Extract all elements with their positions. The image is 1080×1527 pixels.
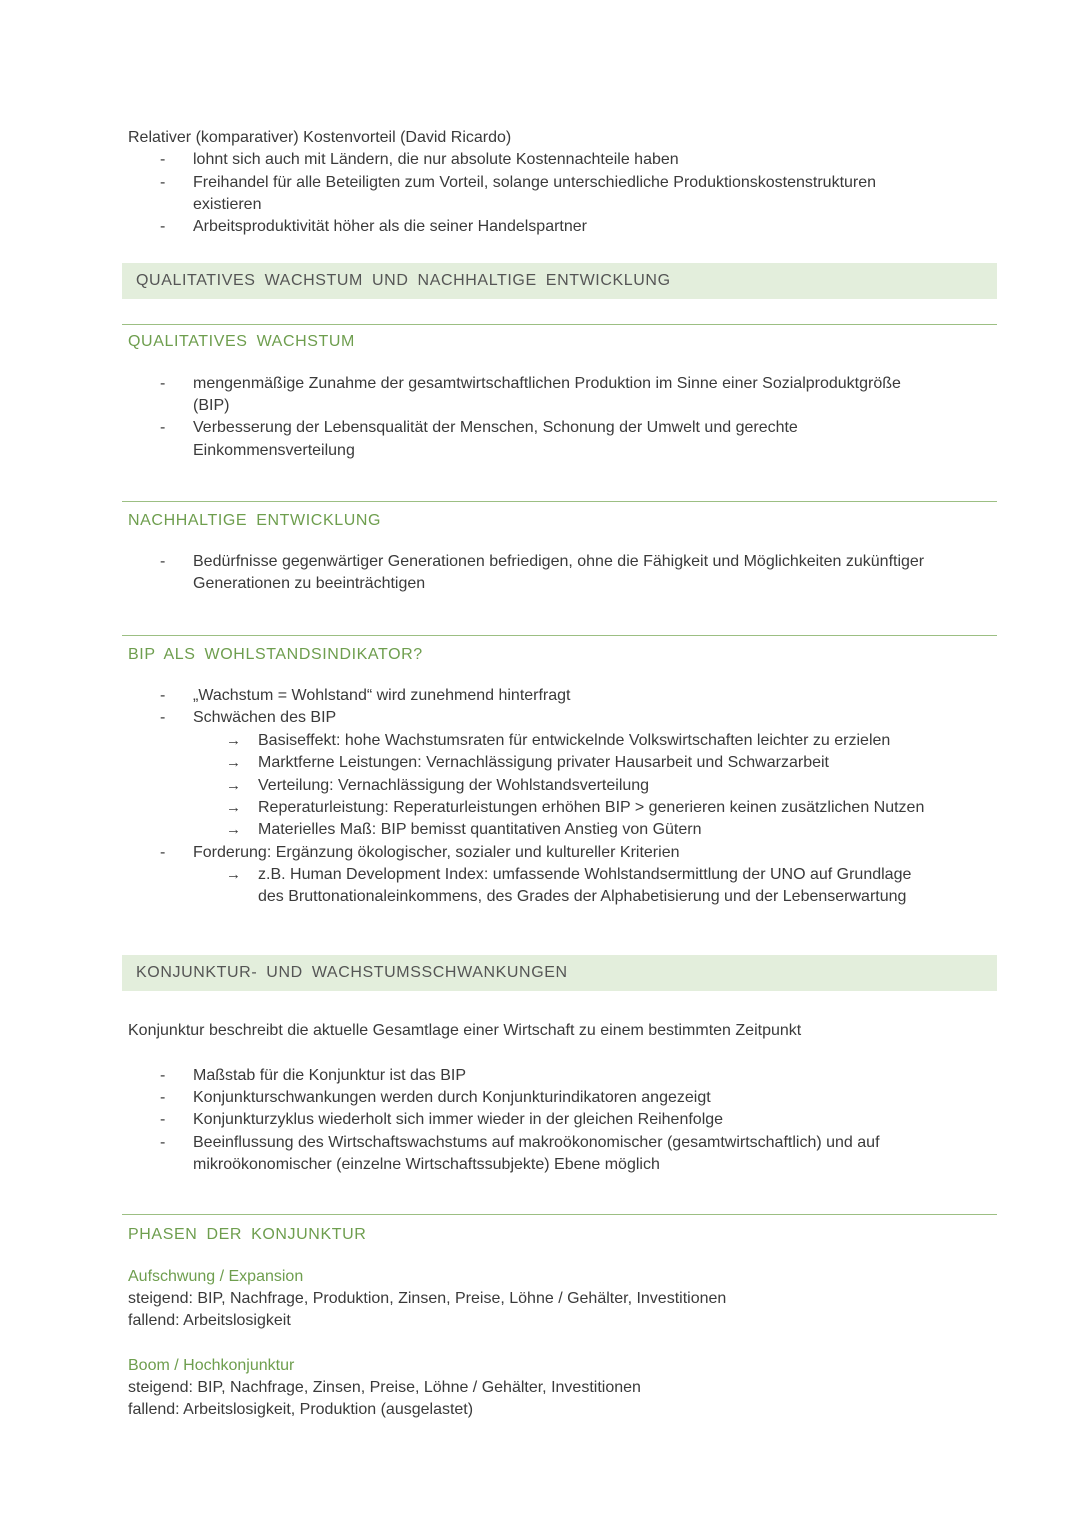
subsection-title: BIP ALS WOHLSTANDSINDIKATOR? xyxy=(128,646,423,663)
bullet-dash: - xyxy=(160,375,166,392)
list-item: Konjunkturzyklus wiederholt sich immer wieder in der gleichen Reihenfolge xyxy=(193,1111,724,1128)
arrow-icon: → xyxy=(226,821,241,838)
phase-title: Aufschwung / Expansion xyxy=(128,1268,304,1285)
divider xyxy=(122,501,997,502)
subsection-title: QUALITATIVES WACHSTUM xyxy=(128,333,355,350)
list-item: lohnt sich auch mit Ländern, die nur absolute Kostennachteile haben xyxy=(193,151,679,168)
section-title: QUALITATIVES WACHSTUM UND NACHHALTIGE ENTWICKLUNG xyxy=(136,272,671,289)
list-item: Konjunkturschwankungen werden durch Konjunkturindikatoren angezeigt xyxy=(193,1089,711,1106)
list-item: existieren xyxy=(193,196,262,213)
arrow-icon: → xyxy=(226,866,241,883)
bullet-dash: - xyxy=(160,1111,166,1128)
bullet-dash: - xyxy=(160,218,166,235)
sub-list-item: Materielles Maß: BIP bemisst quantitativen Anstieg von Gütern xyxy=(258,821,702,838)
divider xyxy=(122,324,997,325)
divider xyxy=(122,1214,997,1215)
section-title: KONJUNKTUR- UND WACHSTUMSSCHWANKUNGEN xyxy=(136,964,568,981)
arrow-icon: → xyxy=(226,777,241,794)
list-item: Forderung: Ergänzung ökologischer, sozialer und kultureller Kriterien xyxy=(193,844,680,861)
arrow-icon: → xyxy=(226,799,241,816)
phase-title: Boom / Hochkonjunktur xyxy=(128,1357,295,1374)
subsection-title: NACHHALTIGE ENTWICKLUNG xyxy=(128,512,382,529)
section-band-qualitatives-wachstum xyxy=(122,263,997,299)
sub-list-item: des Bruttonationaleinkommens, des Grades der Alphabetisierung und der Lebenserwartung xyxy=(258,888,907,905)
ricardo-heading: Relativer (komparativer) Kostenvorteil (David Ricardo) xyxy=(128,129,512,146)
section-band-konjunktur xyxy=(122,955,997,991)
bullet-dash: - xyxy=(160,1134,166,1151)
list-item: „Wachstum = Wohlstand“ wird zunehmend hinterfragt xyxy=(193,687,571,704)
phase-rising: steigend: BIP, Nachfrage, Produktion, Zinsen, Preise, Löhne / Gehälter, Investitionen xyxy=(128,1290,727,1307)
bullet-dash: - xyxy=(160,1089,166,1106)
divider xyxy=(122,635,997,636)
bullet-dash: - xyxy=(160,553,166,570)
arrow-icon: → xyxy=(226,732,241,749)
sub-list-item: z.B. Human Development Index: umfassende Wohlstandsermittlung der UNO auf Grundlage xyxy=(258,866,912,883)
list-item: Maßstab für die Konjunktur ist das BIP xyxy=(193,1067,467,1084)
bullet-dash: - xyxy=(160,1067,166,1084)
list-item: Schwächen des BIP xyxy=(193,709,337,726)
list-item: Bedürfnisse gegenwärtiger Generationen befriedigen, ohne die Fähigkeit und Möglichkeiten zukünftiger xyxy=(193,553,925,570)
arrow-icon: → xyxy=(226,754,241,771)
sub-list-item: Marktferne Leistungen: Vernachlässigung privater Hausarbeit und Schwarzarbeit xyxy=(258,754,829,771)
subsection-title: PHASEN DER KONJUNKTUR xyxy=(128,1226,367,1243)
phase-falling: fallend: Arbeitslosigkeit xyxy=(128,1312,291,1329)
phase-falling: fallend: Arbeitslosigkeit, Produktion (ausgelastet) xyxy=(128,1401,474,1418)
list-item: (BIP) xyxy=(193,397,230,414)
sub-list-item: Basiseffekt: hohe Wachstumsraten für entwickelnde Volkswirtschaften leichter zu erzielen xyxy=(258,732,891,749)
list-item: Verbesserung der Lebensqualität der Menschen, Schonung der Umwelt und gerechte xyxy=(193,419,798,436)
bullet-dash: - xyxy=(160,151,166,168)
list-item: Generationen zu beeinträchtigen xyxy=(193,575,426,592)
paragraph: Konjunktur beschreibt die aktuelle Gesamtlage einer Wirtschaft zu einem bestimmten Zeitpunkt xyxy=(128,1022,802,1039)
bullet-dash: - xyxy=(160,419,166,436)
list-item: Einkommensverteilung xyxy=(193,442,355,459)
list-item: mengenmäßige Zunahme der gesamtwirtschaftlichen Produktion im Sinne einer Sozialproduktgröße xyxy=(193,375,901,392)
bullet-dash: - xyxy=(160,844,166,861)
sub-list-item: Verteilung: Vernachlässigung der Wohlstandsverteilung xyxy=(258,777,650,794)
list-item: Freihandel für alle Beteiligten zum Vorteil, solange unterschiedliche Produktionskostenstrukturen xyxy=(193,174,877,191)
bullet-dash: - xyxy=(160,174,166,191)
sub-list-item: Reperaturleistung: Reperaturleistungen erhöhen BIP > generieren keinen zusätzlichen Nutzen xyxy=(258,799,925,816)
phase-rising: steigend: BIP, Nachfrage, Zinsen, Preise, Löhne / Gehälter, Investitionen xyxy=(128,1379,641,1396)
list-item: mikroökonomischer (einzelne Wirtschaftssubjekte) Ebene möglich xyxy=(193,1156,660,1173)
list-item: Beeinflussung des Wirtschaftswachstums auf makroökonomischer (gesamtwirtschaftlich) und auf xyxy=(193,1134,880,1151)
bullet-dash: - xyxy=(160,709,166,726)
list-item: Arbeitsproduktivität höher als die seiner Handelspartner xyxy=(193,218,587,235)
bullet-dash: - xyxy=(160,687,166,704)
